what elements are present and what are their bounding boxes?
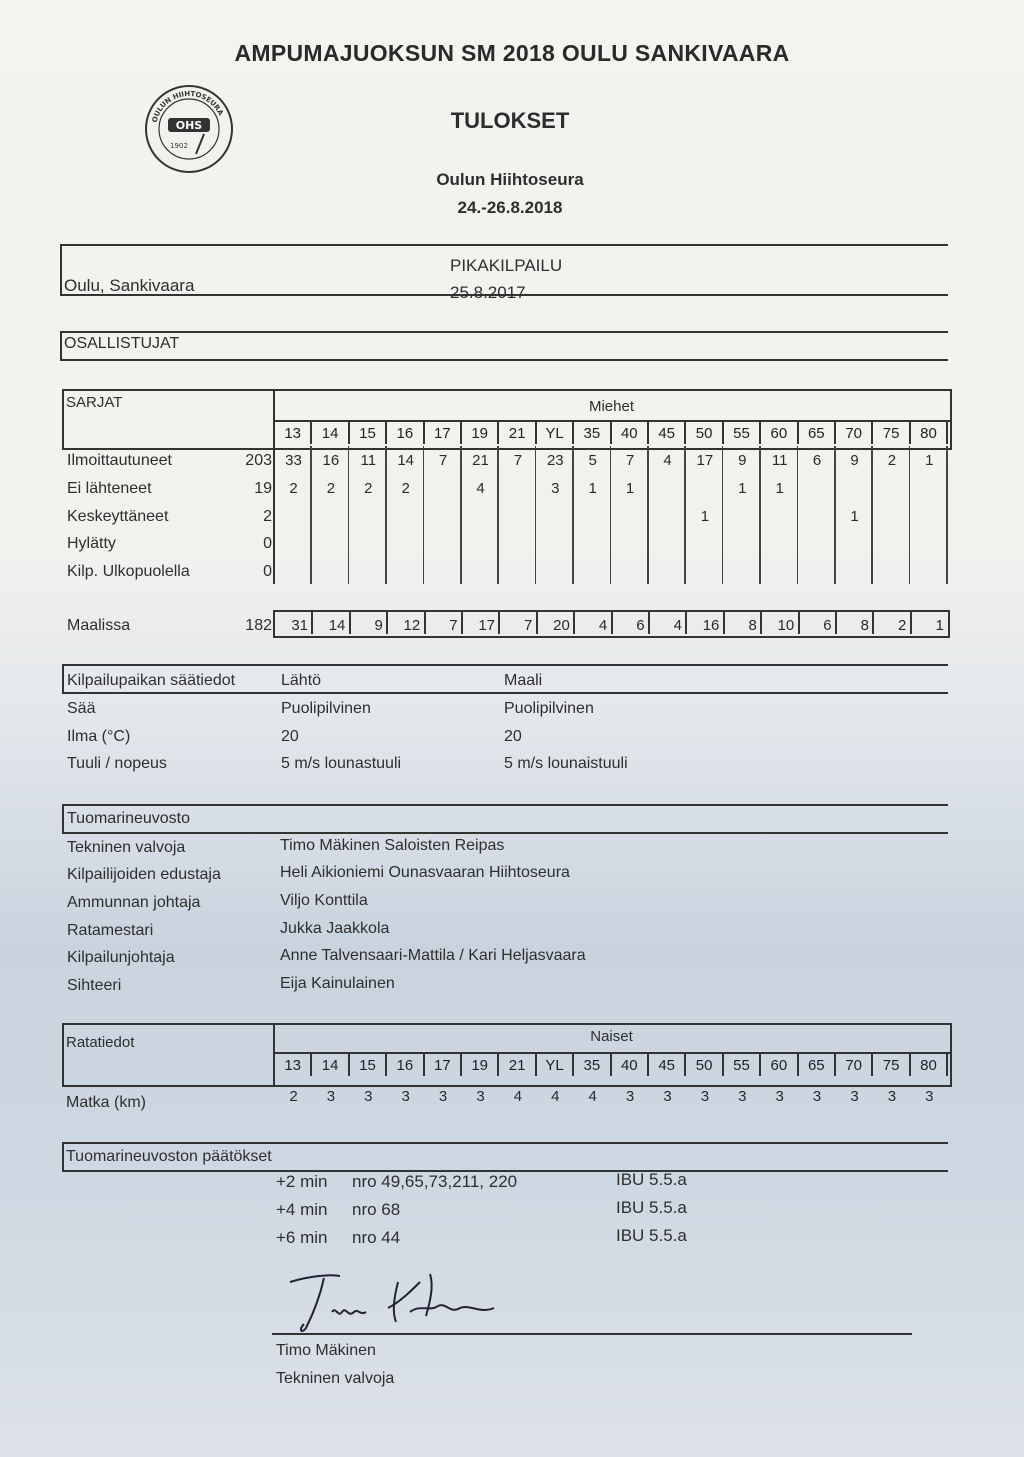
signature-line (272, 1333, 912, 1335)
weather-row-label: Tuuli / nopeus (67, 755, 167, 772)
finished-cell-divider (685, 612, 687, 634)
jury-role: Ratamestari (67, 922, 154, 939)
table-column-line (572, 446, 574, 584)
jury-member-name: Heli Aikioniemi Ounasvaaran Hiihtoseura (280, 864, 570, 881)
finished-cell: 6 (823, 617, 832, 634)
table-cell: 1 (925, 452, 934, 469)
finished-cell-divider (424, 612, 426, 634)
finished-cell: 1 (935, 617, 944, 634)
table-column-line (610, 446, 612, 584)
jury-divider-top (62, 804, 948, 806)
svg-text:1902: 1902 (170, 142, 188, 150)
class-header-cell: 70 (836, 1054, 873, 1076)
finished-total: 182 (245, 617, 272, 634)
class-header-cell: 40 (612, 422, 649, 444)
finished-cell-divider (798, 612, 800, 634)
jury-role: Kilpailunjohtaja (67, 949, 175, 966)
finished-cell: 14 (328, 617, 346, 634)
table-column-line (497, 446, 499, 584)
table-cell: 2 (289, 480, 298, 497)
finished-cell: 7 (449, 617, 458, 634)
jury-role: Sihteeri (67, 977, 122, 994)
finished-cell: 4 (598, 617, 608, 634)
table-cell: 17 (696, 452, 714, 469)
table-column-line (909, 446, 911, 584)
class-header-cell: 13 (275, 422, 312, 444)
participant-row-total: 0 (263, 535, 272, 552)
table-cell: 2 (887, 452, 897, 469)
event-type: PIKAKILPAILU (450, 256, 563, 275)
distance-cell: 3 (738, 1088, 747, 1105)
table-cell: 3 (551, 480, 560, 497)
distance-cell: 4 (551, 1088, 560, 1105)
women-label: Naiset (590, 1028, 633, 1045)
decisions-title: Tuomarineuvoston päätökset (66, 1148, 272, 1165)
finished-cell: 8 (748, 617, 757, 634)
distance-cell: 3 (625, 1088, 635, 1105)
class-header-cell: 14 (312, 1054, 349, 1076)
participant-row-label: Kilp. Ulkopuolella (67, 563, 190, 580)
finished-cell: 12 (403, 617, 421, 634)
class-header-cell: 60 (761, 1054, 798, 1076)
class-header-cell: YL (537, 422, 574, 444)
distance-cell: 3 (700, 1088, 710, 1105)
men-label: Miehet (588, 398, 635, 415)
table-cell: 1 (700, 508, 710, 525)
jury-member-name: Timo Mäkinen Saloisten Reipas (280, 837, 505, 854)
table-cell: 6 (812, 452, 822, 469)
class-header-cell: 35 (574, 422, 611, 444)
participant-row-total: 0 (263, 563, 272, 580)
jury-box-left (62, 804, 64, 834)
svg-text:OULUN HIIHTOSEURA: OULUN HIIHTOSEURA (150, 89, 225, 124)
class-header-cell: 65 (799, 1054, 836, 1076)
class-header-cell: 45 (649, 422, 686, 444)
table-column-line (535, 446, 537, 584)
weather-start-value: Puolipilvinen (281, 700, 371, 717)
distance-cell: 3 (925, 1088, 934, 1105)
jury-role: Ammunnan johtaja (67, 894, 201, 911)
distance-label: Matka (km) (66, 1094, 146, 1111)
weather-finish-value: 20 (504, 728, 522, 745)
distance-cell: 3 (438, 1088, 448, 1105)
finished-cell-divider (386, 612, 388, 634)
table-cell: 1 (775, 480, 784, 497)
table-cell: 1 (850, 508, 859, 525)
distance-cell: 4 (588, 1088, 597, 1105)
handwritten-signature (280, 1262, 520, 1342)
class-header-cell: 45 (649, 1054, 686, 1076)
class-header-cell: 65 (799, 422, 836, 444)
distance-cell: 3 (663, 1088, 672, 1105)
class-header-cell: 15 (350, 1054, 387, 1076)
table-cell: 21 (472, 452, 489, 469)
participant-row-total: 2 (263, 508, 272, 525)
jury-divider-bottom (62, 832, 948, 834)
participants-title: OSALLISTUJAT (64, 335, 180, 352)
jury-member-name: Eija Kainulainen (280, 975, 395, 992)
class-header-cell: 40 (612, 1054, 649, 1076)
participant-row-label: Hylätty (67, 535, 116, 552)
finished-label: Maalissa (67, 617, 131, 634)
participants-box-left (60, 331, 62, 361)
decision-numbers: nro 44 (352, 1228, 401, 1247)
finished-cell: 6 (636, 617, 645, 634)
class-header-cell: YL (537, 1054, 574, 1076)
class-header-cell: 35 (574, 1054, 611, 1076)
table-cell: 2 (401, 480, 410, 497)
class-header-cell: 21 (499, 422, 536, 444)
participant-row-label: Ei lähteneet (67, 480, 152, 497)
event-box-left (60, 244, 62, 296)
class-header-cell: 70 (836, 422, 873, 444)
weather-start-value: 5 m/s lounastuuli (281, 755, 402, 772)
weather-start-value: 20 (281, 728, 299, 745)
finished-cell: 31 (291, 617, 308, 634)
event-dates: 24.-26.8.2018 (457, 198, 563, 217)
decision-rule: IBU 5.5.a (616, 1198, 687, 1217)
table-cell: 1 (588, 480, 597, 497)
document-title: AMPUMAJUOKSUN SM 2018 OULU SANKIVAARA (234, 40, 790, 66)
table-cell: 14 (397, 452, 415, 469)
distance-cell: 3 (887, 1088, 897, 1105)
finished-cell-divider (723, 612, 725, 634)
participant-row-label: Ilmoittautuneet (67, 452, 172, 469)
finished-cell-divider (498, 612, 500, 634)
decisions-box-left (62, 1142, 64, 1172)
class-header-cell: 17 (425, 1054, 462, 1076)
table-cell: 33 (285, 452, 302, 469)
weather-row-label: Sää (67, 700, 96, 717)
table-column-line (423, 446, 425, 584)
class-header-cell: 75 (873, 422, 910, 444)
table-cell: 1 (738, 480, 747, 497)
organizer: Oulun Hiihtoseura (436, 170, 584, 189)
class-header-cell: 14 (312, 422, 349, 444)
finished-cell: 2 (898, 617, 907, 634)
finished-cell-divider (648, 612, 650, 634)
finished-cell: 9 (374, 617, 383, 634)
weather-finish-value: 5 m/s lounaistuuli (504, 755, 628, 772)
jury-member-name: Jukka Jaakkola (280, 920, 390, 937)
class-header-cell: 60 (761, 422, 798, 444)
table-column-line (385, 446, 387, 584)
finished-cell-divider (461, 612, 463, 634)
finished-cell: 10 (777, 617, 795, 634)
weather-row-label: Ilma (°C) (67, 728, 131, 745)
class-header-cell: 80 (911, 1054, 948, 1076)
finished-cell-divider (872, 612, 874, 634)
weather-finish-value: Puolipilvinen (504, 700, 594, 717)
class-header-cell: 15 (350, 422, 387, 444)
finished-cell-divider (349, 612, 351, 634)
class-header-cell: 55 (724, 1054, 761, 1076)
class-header-cell: 80 (911, 422, 948, 444)
table-column-line (871, 446, 873, 584)
table-column-line (722, 446, 724, 584)
class-header-cell: 17 (425, 422, 462, 444)
distance-cell: 3 (401, 1088, 410, 1105)
weather-divider-top (62, 664, 948, 666)
participant-row-total: 19 (254, 480, 272, 497)
finished-cell: 4 (673, 617, 682, 634)
distance-cell: 2 (289, 1088, 298, 1105)
event-date: 25.8.2017 (450, 283, 526, 302)
participants-divider-bottom (60, 359, 948, 361)
finished-cell: 16 (702, 617, 720, 634)
table-cell: 9 (738, 452, 747, 469)
table-column-line (460, 446, 462, 584)
finished-cell-divider (835, 612, 837, 634)
weather-title: Kilpailupaikan säätiedot (67, 672, 236, 689)
table-cell: 23 (546, 452, 564, 469)
class-header-cell: 50 (686, 422, 723, 444)
table-cell: 7 (625, 452, 635, 469)
distance-cell: 3 (775, 1088, 784, 1105)
decision-numbers: nro 68 (352, 1200, 401, 1219)
jury-title: Tuomarineuvosto (67, 810, 191, 827)
class-header-cell: 75 (873, 1054, 910, 1076)
table-cell: 2 (326, 480, 336, 497)
table-column-line (797, 446, 799, 584)
svg-text:OHS: OHS (175, 119, 203, 132)
participants-divider-top (60, 331, 948, 333)
finished-cell-divider (573, 612, 575, 634)
class-header-cell: 16 (387, 1054, 424, 1076)
weather-divider-bottom (62, 692, 948, 694)
class-header-cell: 16 (387, 422, 424, 444)
finished-cell-divider (760, 612, 762, 634)
series-label: SARJAT (66, 394, 123, 411)
class-header-cell: 19 (462, 422, 499, 444)
course-title: Ratatiedot (66, 1034, 135, 1051)
table-cell: 9 (850, 452, 859, 469)
table-cell: 2 (364, 480, 373, 497)
finished-cell-divider (611, 612, 613, 634)
signer-name: Timo Mäkinen (276, 1342, 376, 1359)
decision-penalty: +4 min (276, 1200, 328, 1219)
class-header-cell: 19 (462, 1054, 499, 1076)
distance-cell: 3 (850, 1088, 859, 1105)
distance-cell: 3 (476, 1088, 485, 1105)
weather-finish-header: Maali (504, 672, 543, 689)
event-location: Oulu, Sankivaara (64, 276, 195, 295)
table-column-line (647, 446, 649, 584)
jury-member-name: Viljo Konttila (280, 892, 368, 909)
finished-cell-divider (536, 612, 538, 634)
table-cell: 7 (513, 452, 523, 469)
event-divider-top (60, 244, 948, 246)
distance-cell: 4 (513, 1088, 523, 1105)
finished-cell: 17 (478, 617, 495, 634)
table-cell: 16 (322, 452, 340, 469)
finished-cell: 8 (860, 617, 869, 634)
signer-role: Tekninen valvoja (276, 1370, 395, 1387)
results-subtitle: TULOKSET (450, 108, 570, 133)
decision-penalty: +6 min (276, 1228, 328, 1247)
finished-cell-divider (910, 612, 912, 634)
distance-cell: 3 (812, 1088, 822, 1105)
table-cell: 11 (771, 452, 788, 469)
table-cell: 4 (476, 480, 485, 497)
table-column-line (946, 446, 948, 584)
participant-row-total: 203 (245, 452, 272, 469)
class-header-cell: 50 (686, 1054, 723, 1076)
jury-role: Kilpailijoiden edustaja (67, 866, 221, 883)
table-column-line (348, 446, 350, 584)
table-column-line (310, 446, 312, 584)
table-column-line (684, 446, 686, 584)
participant-row-label: Keskeyttäneet (67, 508, 169, 525)
jury-member-name: Anne Talvensaari-Mattila / Kari Heljasvaara (280, 947, 586, 964)
weather-box-left (62, 664, 64, 694)
table-cell: 5 (588, 452, 597, 469)
table-column-line (759, 446, 761, 584)
finished-cell: 7 (524, 617, 533, 634)
class-header-cell: 55 (724, 422, 761, 444)
finished-cell: 20 (553, 617, 570, 634)
class-header-cell: 13 (275, 1054, 312, 1076)
class-header-cell: 21 (499, 1054, 536, 1076)
table-cell: 7 (438, 452, 448, 469)
table-cell: 4 (663, 452, 672, 469)
weather-start-header: Lähtö (281, 672, 322, 689)
decision-numbers: nro 49,65,73,211, 220 (352, 1172, 518, 1191)
table-cell: 1 (625, 480, 635, 497)
decision-rule: IBU 5.5.a (616, 1170, 687, 1189)
finished-cell-divider (311, 612, 313, 634)
jury-role: Tekninen valvoja (67, 839, 186, 856)
club-logo (144, 84, 234, 174)
decision-rule: IBU 5.5.a (616, 1226, 687, 1245)
distance-cell: 3 (326, 1088, 336, 1105)
distance-cell: 3 (364, 1088, 373, 1105)
decision-penalty: +2 min (276, 1172, 328, 1191)
decisions-divider-top (62, 1142, 948, 1144)
table-column-line (834, 446, 836, 584)
table-cell: 11 (360, 452, 377, 469)
